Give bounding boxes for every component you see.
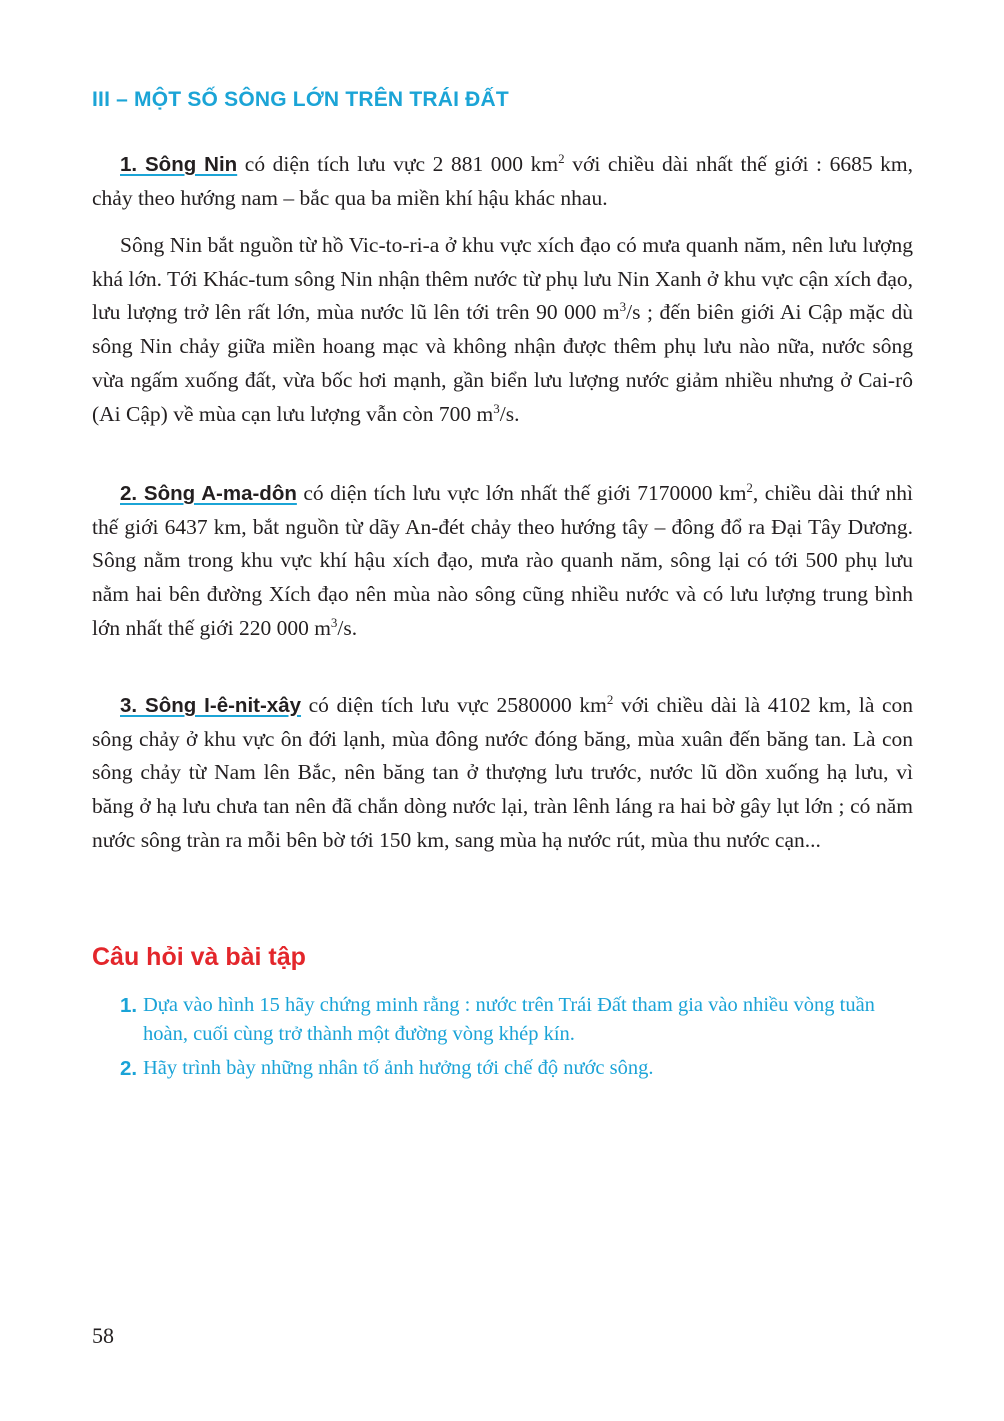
amazon-text-c: /s. bbox=[337, 615, 358, 640]
superscript: 3 bbox=[619, 299, 627, 315]
exercise-text: Dựa vào hình 15 hãy chứng minh rằng : nước trên Trái Đất tham gia vào nhiều vòng tuần hoàn, cuối cùng trở thành một đường vòng khép kín. bbox=[143, 994, 875, 1045]
amazon-text-b: , chiều dài thứ nhì thế giới 6437 km, bắt nguồn từ dãy An-đét chảy theo hướng tây – đông đổ ra Đại Tây Dương. Sông nằm trong khu vực khí hậu xích đạo, mưa rào quanh năm, sông lại có tới 500 phụ lưu nằm hai bên đường Xích đạo nên mùa nào sông cũng nhiều nước và có lưu lượng trung bình lớn nhất thế giới 220 000 m bbox=[92, 481, 913, 640]
exercise-item bbox=[120, 1054, 915, 1083]
superscript: 2 bbox=[746, 480, 753, 496]
page-number: 58 bbox=[92, 1323, 114, 1348]
nile-title: 1. Sông Nin bbox=[120, 153, 238, 176]
superscript: 3 bbox=[493, 400, 500, 416]
nile-detail-text-c: /s. bbox=[499, 401, 520, 426]
nile-detail-text-a: Sông Nin bắt nguồn từ hồ Vic-to-ri-a ở khu vực xích đạo có mưa quanh năm, nên lưu lượng khá lớn. Tới Khác-tum sông Nin nhận thêm nước từ phụ lưu Nin Xanh ở khu vực cận xích đạo, lưu lượng trở lên rất lớn, mùa nước lũ lên tới trên 90 000 m bbox=[92, 233, 913, 325]
paragraph-nile-intro bbox=[92, 148, 913, 215]
exercise-text: Hãy trình bày những nhân tố ảnh hưởng tới chế độ nước sông. bbox=[143, 1057, 654, 1079]
superscript: 2 bbox=[606, 692, 614, 708]
exercises-heading: Câu hỏi và bài tập bbox=[92, 943, 306, 971]
paragraph-amazon bbox=[92, 477, 913, 646]
nile-detail-text-b: /s ; đến biên giới Ai Cập mặc dù sông Nin chảy giữa miền hoang mạc và không nhận được thêm phụ lưu nào nữa, nước sông vừa ngấm xuống đất, vừa bốc hơi mạnh, gần biển lưu lượng nước giảm nhiều nhưng ở Cai-rô (Ai Cập) về mùa cạn lưu lượng vẫn còn 700 m bbox=[92, 300, 913, 426]
nile-intro-text-b: với chiều dài nhất thế giới : 6685 km, chảy theo hướng nam – bắc qua ba miền khí hậu khác nhau. bbox=[92, 152, 914, 210]
amazon-text-a: có diện tích lưu vực lớn nhất thế giới 7170000 km bbox=[296, 481, 747, 505]
superscript: 2 bbox=[558, 151, 565, 167]
yenisei-text-a: có diện tích lưu vực 2580000 km bbox=[301, 693, 607, 717]
yenisei-text-b: với chiều dài là 4102 km, là con sông chảy ở khu vực ôn đới lạnh, mùa đông nước đóng băng, mùa xuân đến băng tan. Là con sông chảy từ Nam lên Bắc, nên băng tan ở thượng lưu trước, nước lũ dồn xuống hạ lưu, vì băng ở hạ lưu chưa tan nên đã chắn dòng nước lại, tràn lênh láng ra hai bờ gây lụt lớn ; có năm nước sông tràn ra mỗi bên bờ tới 150 km, sang mùa hạ nước rút, mùa thu nước cạn... bbox=[92, 693, 914, 852]
yenisei-title: 3. Sông I-ê-nit-xây bbox=[120, 694, 302, 717]
amazon-title: 2. Sông A-ma-dôn bbox=[120, 482, 297, 505]
exercise-number: 2. bbox=[120, 1057, 138, 1080]
section-heading: III – MỘT SỐ SÔNG LỚN TRÊN TRÁI ĐẤT bbox=[92, 88, 509, 111]
nile-intro-text-a: có diện tích lưu vực 2 881 000 km bbox=[237, 152, 559, 176]
exercise-number: 1. bbox=[120, 994, 138, 1017]
paragraph-yenisei bbox=[92, 689, 913, 858]
paragraph-nile-detail bbox=[92, 229, 913, 431]
superscript: 3 bbox=[330, 615, 338, 631]
exercise-item bbox=[120, 991, 915, 1049]
